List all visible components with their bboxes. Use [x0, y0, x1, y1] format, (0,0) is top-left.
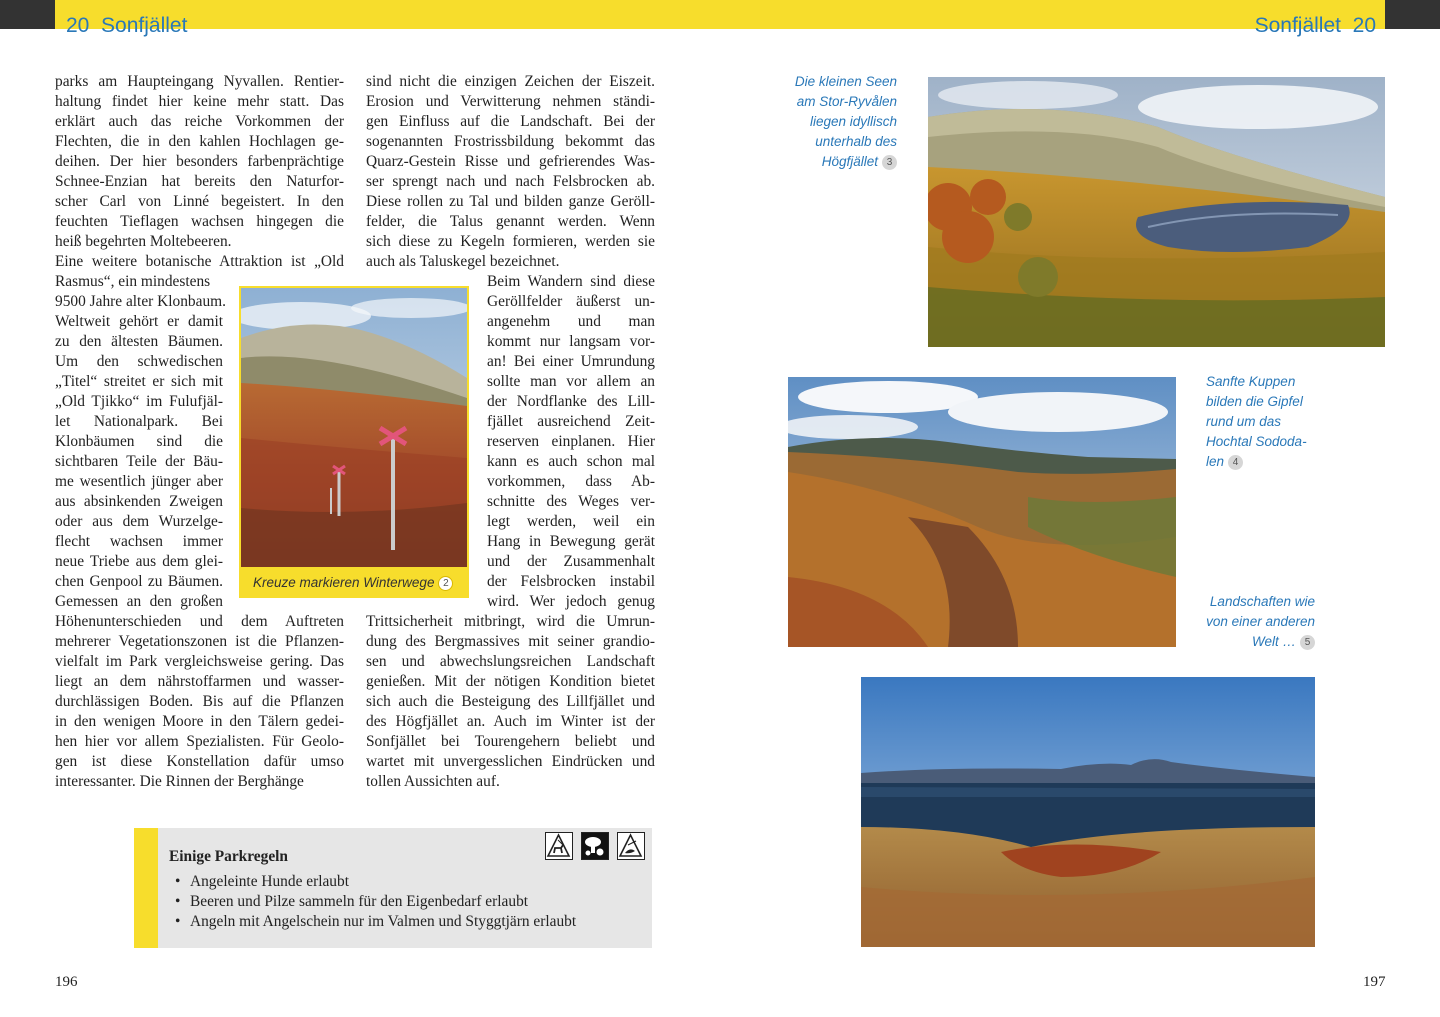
text-line: schnitte des Weges ver- — [487, 493, 655, 510]
text-line: der Nordflanke des Lill- — [487, 393, 655, 410]
text-line: des Högfjället an. Auch im Winter ist der — [366, 713, 655, 730]
text-line: sen und abwechslungsreichen Landschaft — [366, 653, 655, 670]
chapter-header-left — [66, 14, 187, 38]
photo-number-badge: 4 — [1228, 455, 1243, 470]
text-line: Eine weitere botanische Attraktion ist „Old — [55, 253, 344, 270]
text-line: felder, die Talus genannt werden. Wenn — [366, 213, 655, 230]
text-line: in den wenigen Moore in den Tälern gedei- — [55, 713, 344, 730]
text-line: Schnee-Enzian hat bereits den Naturfor- — [55, 173, 344, 190]
chapter-number: 20 — [66, 14, 90, 37]
text-line: vielfalt im Park vergleichsweise gering. Das — [55, 653, 344, 670]
text-line: kommt nur langsam vor- — [487, 333, 655, 350]
text-line: interessanter. Die Rinnen der Berghänge — [55, 773, 304, 790]
text-line: Erosion und Verwitterung nehmen ständi- — [366, 93, 655, 110]
text-line: parks am Haupteingang Nyvallen. Rentier- — [55, 73, 344, 90]
photo-caption-3: Die kleinen Seen am Stor-Ryvålen liegen idyllisch unterhalb des Högfjället 3 — [794, 74, 897, 169]
text-line: neue Triebe aus dem glei- — [55, 553, 223, 570]
text-line: vorkommen, dass Ab- — [487, 473, 655, 490]
text-column-2-narrow — [487, 272, 655, 612]
text-line: sich diese zu Kegeln formieren, werden sie — [366, 233, 655, 250]
text-line: dung des Bergmassives mit seiner grandio- — [366, 633, 655, 650]
text-line: gen ist diese Konstellation dafür umso — [55, 753, 344, 770]
text-line: sogenannten Frostrissbildung bekommt das — [366, 133, 655, 150]
text-line: tollen Aussichten auf. — [366, 773, 500, 790]
page-number-right: 197 — [1363, 974, 1386, 990]
park-rules-title: Einige Parkregeln — [169, 848, 288, 865]
list-item: • Angeln mit Angelschein nur im Valmen und Styggtjärn erlaubt — [171, 912, 576, 932]
text-line: liegt an dem nährstoffarmen und wasser- — [55, 673, 344, 690]
fishing-icon — [617, 832, 645, 860]
text-line: heiß begehrten Moltebeeren. — [55, 233, 232, 250]
photo-caption-5: Landschaften wie von einer anderen Welt … 5 — [1206, 594, 1315, 649]
text-line: kann es auch schon mal — [487, 453, 655, 470]
chapter-title: Sonfjället — [101, 14, 188, 37]
text-line: auch als Taluskegel bezeichnet. — [366, 253, 560, 270]
text-column-2-top — [366, 72, 655, 272]
dog-on-leash-icon — [545, 832, 573, 860]
chapter-title: Sonfjället — [1254, 14, 1341, 37]
header-tab-right — [1385, 0, 1440, 29]
text-line: Sonfjället bei Tourengehern beliebt und — [366, 733, 655, 750]
text-line: hen hier vor allem Spezialisten. Für Geolo- — [55, 733, 344, 750]
text-line: ser sprengt nach und nach Felsbrocken ab. — [366, 173, 655, 190]
text-line: scher Carl von Linné begeistert. In den — [55, 193, 344, 210]
photo-other-world-landscape — [861, 677, 1315, 947]
text-line: fjället ausreichend Zeit- — [487, 413, 655, 430]
text-line: Klonbäumen sind die — [55, 433, 223, 450]
text-line: wartet mit unvergesslichen Eindrücken und — [366, 753, 655, 770]
text-line: „Titel“ streitet er sich mit — [55, 373, 223, 390]
text-line: sich auch die Besteigung des Lillfjället und — [366, 693, 655, 710]
list-item: • Angeleinte Hunde erlaubt — [171, 872, 576, 892]
photo-number-badge: 3 — [882, 155, 897, 170]
text-line: gen Einfluss auf die Landschaft. Bei der — [366, 113, 655, 130]
text-line: der Felsbrocken instabil — [487, 573, 655, 590]
text-line: Diese rollen zu Tal und bilden ganze Geröll- — [366, 193, 655, 210]
text-line: sind nicht die einzigen Zeichen der Eiszeit. — [366, 73, 655, 90]
text-line: genießen. Mit der nötigen Kondition bietet — [366, 673, 655, 690]
text-line: deihen. Der hier besonders farbenprächtige — [55, 153, 344, 170]
text-line: sollte man vor allem an — [487, 373, 655, 390]
text-line: aus absinkenden Zweigen — [55, 493, 223, 510]
text-line: Rasmus“, ein mindestens — [55, 273, 211, 290]
text-line: legt werden, weil ein — [487, 513, 655, 530]
photo-caption-2: Kreuze markieren Winterwege 2 — [253, 573, 453, 593]
text-line: oder aus dem Wurzelge- — [55, 513, 223, 530]
text-line: Höhenunterschieden und dem Auftreten — [55, 613, 344, 630]
header-tab-left — [0, 0, 55, 29]
text-line: Um den schwedischen — [55, 353, 223, 370]
text-column-2-bottom — [366, 612, 655, 792]
photo-number-badge: 2 — [438, 576, 453, 591]
photo-caption-4: Sanfte Kuppen bilden die Gipfel rund um das Hochtal Sododa- len 4 — [1206, 374, 1307, 469]
text-line: flecht wachsen immer — [55, 533, 223, 550]
text-line: angenehm und man — [487, 313, 655, 330]
berries-mushrooms-icon — [581, 832, 609, 860]
park-rules-box — [134, 828, 652, 948]
text-line: Trittsicherheit mitbringt, wird die Umrun- — [366, 613, 655, 630]
photo-sododalen-valley — [788, 377, 1176, 647]
page-number-left: 196 — [55, 974, 78, 990]
text-line: an! Bei einer Umrundung — [487, 353, 655, 370]
text-line: sichtbaren Teile der Bäu- — [55, 453, 223, 470]
text-line: zu den ältesten Bäumen. — [55, 333, 223, 350]
photo-number-badge: 5 — [1300, 635, 1315, 650]
text-line: Geröllfelder äußerst un- — [487, 293, 655, 310]
text-line: Quarz-Gestein Risse und gefrierendes Was- — [366, 153, 655, 170]
text-line: wird. Wer jedoch genug — [487, 593, 655, 610]
text-line: let Nationalpark. Bei — [55, 413, 223, 430]
text-line: Hang in Bewegung gerät — [487, 533, 655, 550]
text-line: Beim Wandern sind diese — [487, 273, 655, 290]
list-item: • Beeren und Pilze sammeln für den Eigenbedarf erlaubt — [171, 892, 576, 912]
park-rules-accent-stripe — [134, 828, 158, 948]
text-line: „Old Tjikko“ im Fulufjäl- — [55, 393, 223, 410]
text-line: chen Genpool zu Bäumen. — [55, 573, 223, 590]
text-line: Gemessen an den großen — [55, 593, 223, 610]
text-line: me wesentlich jünger aber — [55, 473, 223, 490]
chapter-number: 20 — [1352, 14, 1376, 37]
photo-lake-stor-ryvalen — [928, 77, 1385, 347]
text-line: mehrerer Vegetationszonen ist die Pflanzen- — [55, 633, 344, 650]
text-line: Flechten, die in den kahlen Hochlagen ge- — [55, 133, 344, 150]
text-line: haltung findet hier keine mehr statt. Das — [55, 93, 344, 110]
text-line: Weltweit gehört er damit — [55, 313, 223, 330]
text-line: 9500 Jahre alter Klonbaum. — [55, 293, 226, 310]
text-line: erklärt auch das reiche Vorkommen der — [55, 113, 344, 130]
photo-winter-trail-markers — [241, 288, 467, 567]
park-rules-list — [171, 872, 576, 932]
text-line: durchlässigen Boden. Bis auf die Pflanzen — [55, 693, 344, 710]
text-line: reserven einplanen. Hier — [487, 433, 655, 450]
chapter-header-right — [1255, 14, 1376, 38]
text-line: und der Zusammenhalt — [487, 553, 655, 570]
text-line: feuchten Tieflagen wachsen hingegen die — [55, 213, 344, 230]
